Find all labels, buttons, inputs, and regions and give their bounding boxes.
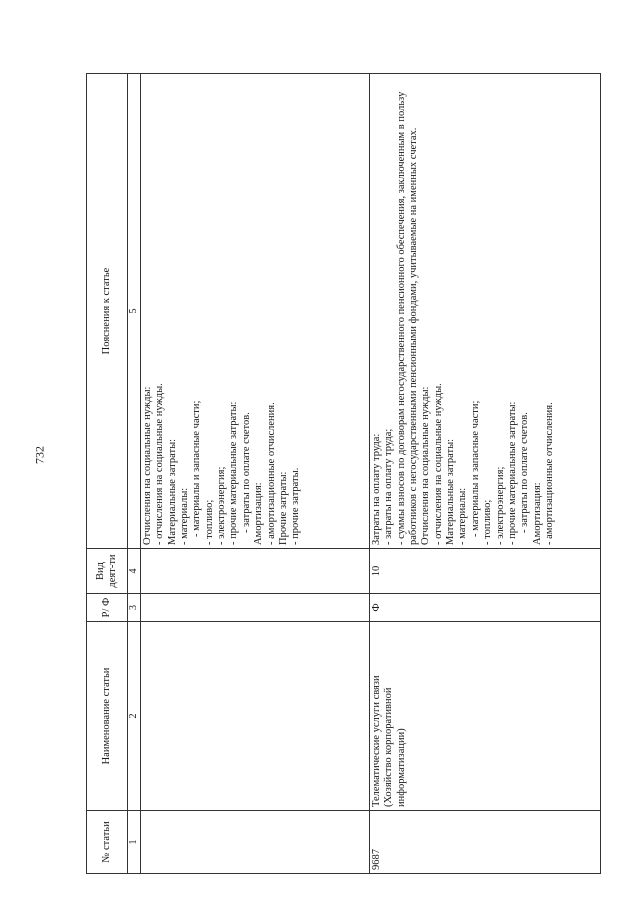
item-number-cell: 9687 — [369, 811, 600, 874]
note-line: - затраты по оплате счетов. — [240, 412, 252, 533]
table-header-row — [87, 74, 128, 874]
note-line: - топливо; — [482, 499, 494, 545]
note-line: - затраты по оплате счетов. — [519, 412, 531, 533]
note-line: - отчисления на социальные нужды. — [432, 383, 444, 545]
rf-cell — [140, 594, 369, 622]
table-row — [140, 74, 369, 874]
header-item-name: Наименование статьи — [87, 622, 128, 811]
note-line: - отчисления на социальные нужды. — [154, 383, 166, 545]
note-line: - прочие затраты. — [290, 467, 302, 545]
note-line: - электроэнергия; — [494, 466, 506, 545]
note-line: Отчисления на социальные нужды: — [420, 386, 432, 545]
column-number: 2 — [128, 622, 141, 811]
rf-cell: Ф — [369, 594, 600, 622]
note-line: - материалы и запасные части; — [191, 400, 203, 537]
activity-type-cell — [140, 549, 369, 594]
document-sheet — [86, 74, 584, 874]
cost-items-table — [86, 73, 601, 874]
note-line: Прочие затраты: — [277, 471, 289, 545]
table-row — [369, 74, 600, 874]
note-line: - материалы и запасные части; — [469, 400, 481, 537]
note-line: - суммы взносов по договорам негосударственного пенсионного обеспечения, заключенным в пользу работников с негосударственными пенсионными фондами, учитываемые на именных счетах. — [395, 91, 419, 545]
note-line: - топливо; — [203, 499, 215, 545]
note-line: - материалы: — [457, 487, 469, 545]
note-line: - затраты на оплату труда; — [383, 428, 395, 545]
note-line: - материалы: — [178, 487, 190, 545]
note-line: Материальные затраты: — [445, 438, 457, 545]
column-number: 4 — [128, 549, 141, 594]
item-name-cell: Телематические услуги связи (Хозяйство корпоративной информатизации) — [369, 622, 600, 811]
column-number: 3 — [128, 594, 141, 622]
header-notes: Пояснения к статье — [87, 74, 128, 549]
header-item-number: № статьи — [87, 811, 128, 874]
item-name-cell — [140, 622, 369, 811]
note-line: Отчисления на социальные нужды: — [141, 386, 153, 545]
header-activity-type: Вид деят-ти — [87, 549, 128, 594]
note-line: - амортизационные отчисления. — [265, 402, 277, 545]
notes-cell — [369, 74, 600, 549]
note-line: Амортизация: — [531, 482, 543, 545]
column-number-row — [128, 74, 141, 874]
note-line: - электроэнергия; — [216, 466, 228, 545]
item-number-cell — [140, 811, 369, 874]
activity-type-cell: 10 — [369, 549, 600, 594]
note-line: - прочие материальные затраты: — [506, 401, 518, 545]
note-line: - прочие материальные затраты: — [228, 401, 240, 545]
page-number: 732 — [32, 446, 47, 464]
note-line: - амортизационные отчисления. — [544, 402, 556, 545]
note-line: Амортизация: — [253, 482, 265, 545]
column-number: 1 — [128, 811, 141, 874]
note-line: Материальные затраты: — [166, 438, 178, 545]
column-number: 5 — [128, 74, 141, 549]
note-line: Затраты на оплату труда: — [370, 433, 382, 545]
header-rf: Р/ Ф — [87, 594, 128, 622]
notes-cell — [140, 74, 369, 549]
